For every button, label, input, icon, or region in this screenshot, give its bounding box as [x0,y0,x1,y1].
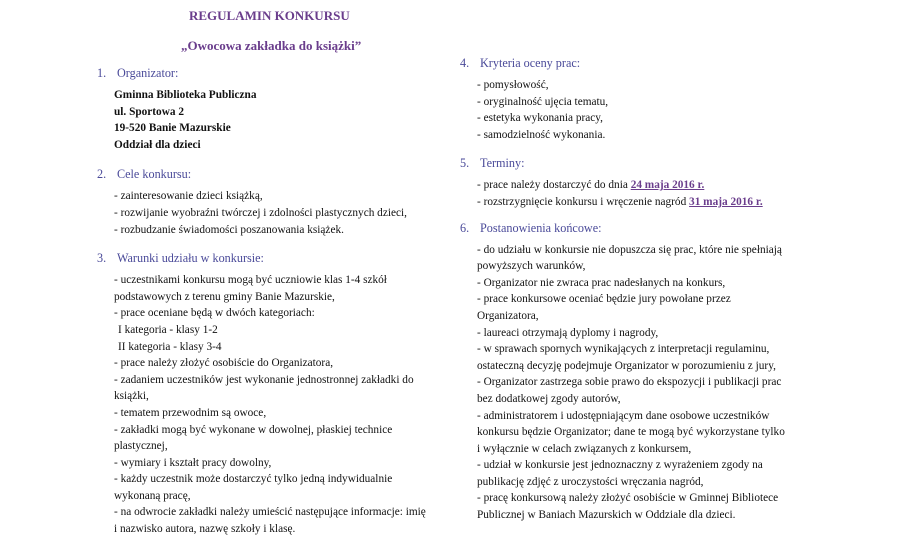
deadline-text: - prace należy dostarczyć do dnia [477,179,631,192]
list-item: - Organizator zastrzega sobie prawo do ekspozycji i publikacji prac [477,376,782,389]
list-item: - prace oceniane będą w dwóch kategoriach: [114,307,315,320]
section-body [97,272,457,538]
list-item: ostateczną decyzję podejmuje Organizator w porozumieniu z jury, [477,359,776,372]
organizer-line: 19-520 Banie Mazurskie [114,122,231,135]
document-subtitle: „Owocowa zakładka do książki” [181,38,362,53]
list-item: - pracę konkursową należy złożyć osobiście w Gminnej Bibliotece [477,492,779,505]
section-criteria [460,56,805,143]
section-body [97,87,457,153]
section-title: Organizator: [117,66,179,80]
deadline-text: - rozstrzygnięcie konkursu i wręczenie nagród [477,195,690,208]
list-item: - uczestnikami konkursu mogą być uczniowie klas 1-4 szkół [114,274,387,287]
list-item: - tematem przewodnim są owoce, [114,406,267,419]
section-heading [97,167,457,182]
list-item: podstawowych z terenu gminy Banie Mazurskie, [114,290,335,303]
section-body [460,77,805,143]
list-item: - samodzielność wykonania. [477,128,606,141]
list-item: książki, [114,390,149,403]
list-item: - udział w konkursie jest jednoznaczny z wyrażeniem zgody na [477,459,763,472]
list-item: - prace konkursowe oceniać będzie jury powołane przez [477,293,731,306]
list-item: - zainteresowanie dzieci książką, [114,190,263,203]
section-title: Terminy: [480,156,525,171]
organizer-line: ul. Sportowa 2 [114,105,184,118]
organizer-line: Oddział dla dzieci [114,138,201,151]
list-item: - prace należy złożyć osobiście do Organizatora, [114,357,334,370]
list-item: plastycznej, [114,440,168,453]
section-number: 1. [97,66,107,80]
list-item: - oryginalność ujęcia tematu, [477,95,609,108]
document-title: REGULAMIN KONKURSU [189,8,350,23]
section-number: 3. [97,251,107,266]
section-deadlines [460,156,805,210]
organizer-line: Gminna Biblioteka Publiczna [114,89,257,101]
section-final-provisions [460,221,805,524]
section-body [97,188,457,238]
category-item: I kategoria - klasy 1-2 [118,323,218,336]
list-item: - zadaniem uczestników jest wykonanie jednostronnej zakładki do [114,373,414,386]
section-number: 4. [460,56,470,70]
deadline-date: 24 maja 2016 r. [630,179,705,192]
list-item: - do udziału w konkursie nie dopuszcza się prac, które nie spełniają [477,243,782,256]
section-organizer [97,66,457,153]
section-title: Warunki udziału w konkursie: [117,251,264,266]
list-item: - estetyka wykonania pracy, [477,112,603,125]
list-item: - na odwrocie zakładki należy umieścić następujące informacje: imię [114,506,426,519]
list-item: - każdy uczestnik może dostarczyć tylko jedną indywidualnie [114,473,393,486]
list-item: - zakładki mogą być wykonane w dowolnej, płaskiej technice [114,423,393,436]
list-item: - laureaci otrzymają dyplomy i nagrody, [477,326,659,339]
section-heading [97,251,457,266]
section-number: 2. [97,167,107,182]
section-conditions [97,251,457,538]
section-body [460,177,805,210]
list-item: - pomysłowość, [477,79,549,91]
list-item: - administratorem i udostępniającym dane osobowe uczestników [477,409,770,422]
deadline-item [477,194,805,211]
list-item: publikację zdjęć z uroczystości wręczania nagród, [477,475,704,488]
section-goals [97,167,457,238]
list-item: powyższych warunków, [477,260,586,273]
category-item: II kategoria - klasy 3-4 [118,340,222,353]
section-title: Cele konkursu: [117,167,192,182]
deadline-item [477,177,805,194]
list-item: - rozbudzanie świadomości poszanowania książek. [114,223,344,236]
left-column [97,66,457,550]
section-heading [460,221,805,236]
list-item: Publicznej w Baniach Mazurskich w Oddziale dla dzieci. [477,509,736,522]
list-item: Organizatora, [477,309,539,322]
right-column [460,56,805,536]
list-item: - rozwijanie wyobraźni twórczej i zdolności plastycznych dzieci, [114,206,407,219]
list-item: - wymiary i kształt pracy dowolny, [114,456,272,469]
list-item: - w sprawach spornych wynikających z interpretacji regulaminu, [477,343,770,356]
section-title: Kryteria oceny prac: [480,56,581,70]
section-number: 5. [460,156,470,171]
list-item: i nazwisko autora, nazwę szkoły i klasę. [114,523,296,536]
deadline-date: 31 maja 2016 r. [689,195,763,208]
list-item: wykonaną pracę, [114,489,191,502]
list-item: bez dodatkowej zgody autorów, [477,392,621,405]
section-title: Postanowienia końcowe: [480,220,602,235]
section-body [460,242,805,524]
section-number: 6. [460,220,470,235]
list-item: - Organizator nie zwraca prac nadesłanych na konkurs, [477,276,726,289]
section-heading [460,156,805,171]
section-heading [97,66,457,81]
list-item: i wyłącznie w celach związanych z konkursem, [477,442,692,455]
section-heading [460,56,805,71]
list-item: konkursu będzie Organizator; dane te mogą być wykorzystane tylko [477,426,785,439]
